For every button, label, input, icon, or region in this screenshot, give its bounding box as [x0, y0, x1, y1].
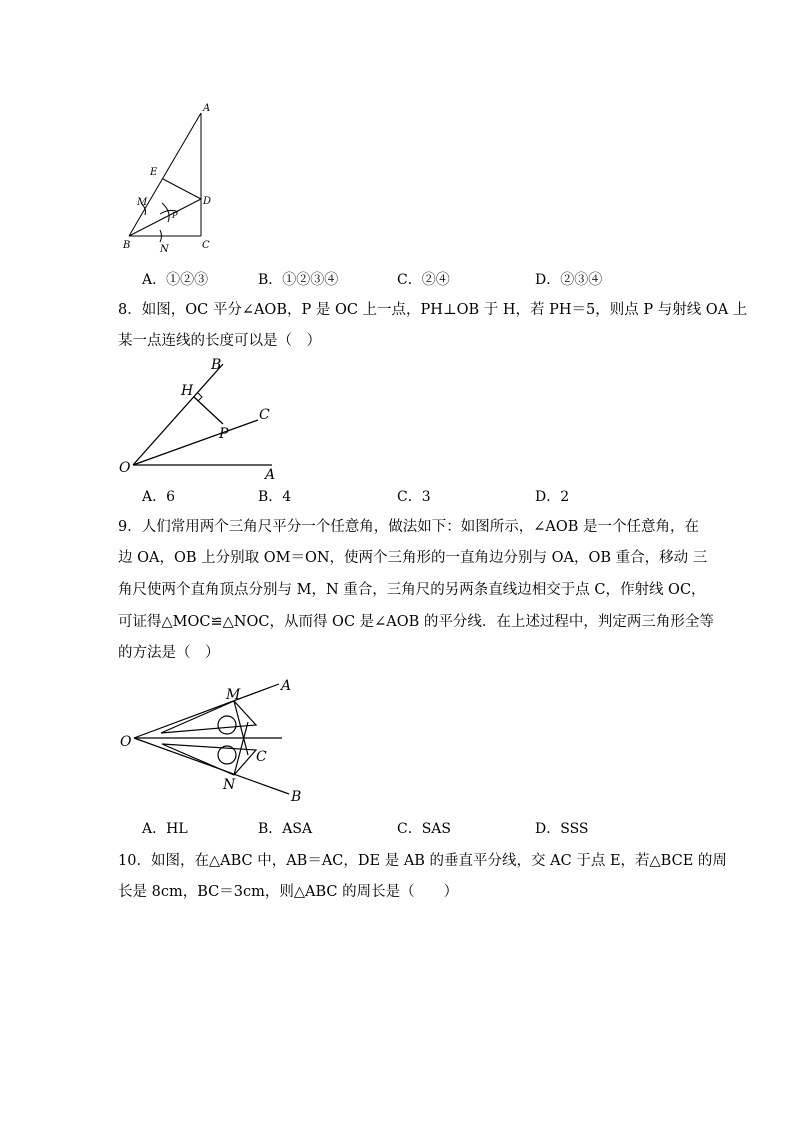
q7-option-b: B．①②③④ — [258, 272, 339, 288]
q8-label-b: B — [211, 357, 222, 373]
q9-label-a: A — [281, 678, 292, 694]
q8-right-angle-mark — [198, 393, 202, 401]
q9-ray-ob — [134, 738, 289, 794]
q9-ruler-hole-upper — [218, 716, 236, 734]
q7-label-e: E — [150, 167, 158, 178]
q9-question-line-1: 9．人们常用两个三角尺平分一个任意角，做法如下：如图所示，∠AOB 是一个任意角，在 — [118, 519, 699, 535]
q10-question-line-1: 10．如图，在△ABC 中，AB＝AC，DE 是 AB 的垂直平分线，交 AC 于点 E，若△BCE 的周 — [118, 853, 727, 869]
q7-option-c: C．②④ — [397, 272, 450, 288]
q9-label-c: C — [256, 749, 267, 765]
q9-question-line-3: 角尺使两个直角顶点分别与 M，N 重合，三角尺的另两条直线边相交于点 C，作射线 OC， — [118, 582, 706, 598]
q9-ray-oa — [134, 684, 279, 738]
q8-option-c: C．3 — [397, 489, 431, 505]
q9-label-m: M — [226, 687, 241, 703]
q8-label-h: H — [181, 383, 194, 399]
q8-option-a: A．6 — [142, 489, 176, 505]
q8-option-d: D．2 — [535, 489, 570, 505]
q9-question-line-4: 可证得△MOC≌△NOC，从而得 OC 是∠AOB 的平分线．在上述过程中，判定两三角形全等 — [118, 614, 714, 630]
q9-lower-triangle-ruler — [162, 744, 256, 775]
q8-label-c: C — [259, 407, 270, 423]
q9-label-o: O — [120, 734, 132, 750]
q8-figure — [115, 352, 290, 482]
q9-question-line-5: 的方法是（ ） — [118, 645, 220, 661]
q8-ray-oc — [133, 420, 258, 465]
q8-label-p: P — [219, 426, 229, 442]
q9-option-b: B．ASA — [258, 821, 313, 837]
q7-label-m: M — [137, 197, 148, 208]
q9-option-a: A．HL — [142, 821, 188, 837]
q9-label-b: B — [291, 789, 302, 805]
q7-label-a: A — [203, 103, 211, 114]
q9-figure — [115, 672, 310, 812]
q7-option-a: A．①②③ — [142, 272, 209, 288]
q7-label-d: D — [203, 196, 212, 207]
q7-option-d: D．②③④ — [535, 272, 603, 288]
q7-segment-ed — [163, 179, 201, 199]
q8-label-a: A — [265, 467, 276, 482]
q9-upper-triangle-ruler — [161, 701, 256, 733]
q8-option-b: B．4 — [258, 489, 292, 505]
q9-option-d: D．SSS — [535, 821, 589, 837]
q8-question-line-2: 某一点连线的长度可以是（ ） — [118, 333, 321, 349]
q9-label-n: N — [223, 777, 236, 793]
q7-label-p: P — [172, 211, 178, 220]
q10-question-line-2: 长是 8cm，BC＝3cm，则△ABC 的周长是（ ） — [118, 884, 459, 900]
q7-label-c: C — [202, 240, 210, 251]
q9-question-line-2: 边 OA，OB 上分别取 OM＝ON，使两个三角形的一直角边分别与 OA，OB 重合，移动 三 — [118, 550, 708, 566]
q7-figure — [115, 100, 225, 260]
q7-label-b: B — [123, 240, 131, 251]
q7-label-n: N — [160, 244, 169, 255]
q9-option-c: C．SAS — [397, 821, 452, 837]
q8-question-line-1: 8．如图，OC 平分∠AOB，P 是 OC 上一点，PH⊥OB 于 H，若 PH＝5，则点 P 与射线 OA 上 — [118, 302, 748, 318]
q8-ray-ob — [133, 364, 223, 465]
q8-label-o: O — [119, 460, 131, 476]
